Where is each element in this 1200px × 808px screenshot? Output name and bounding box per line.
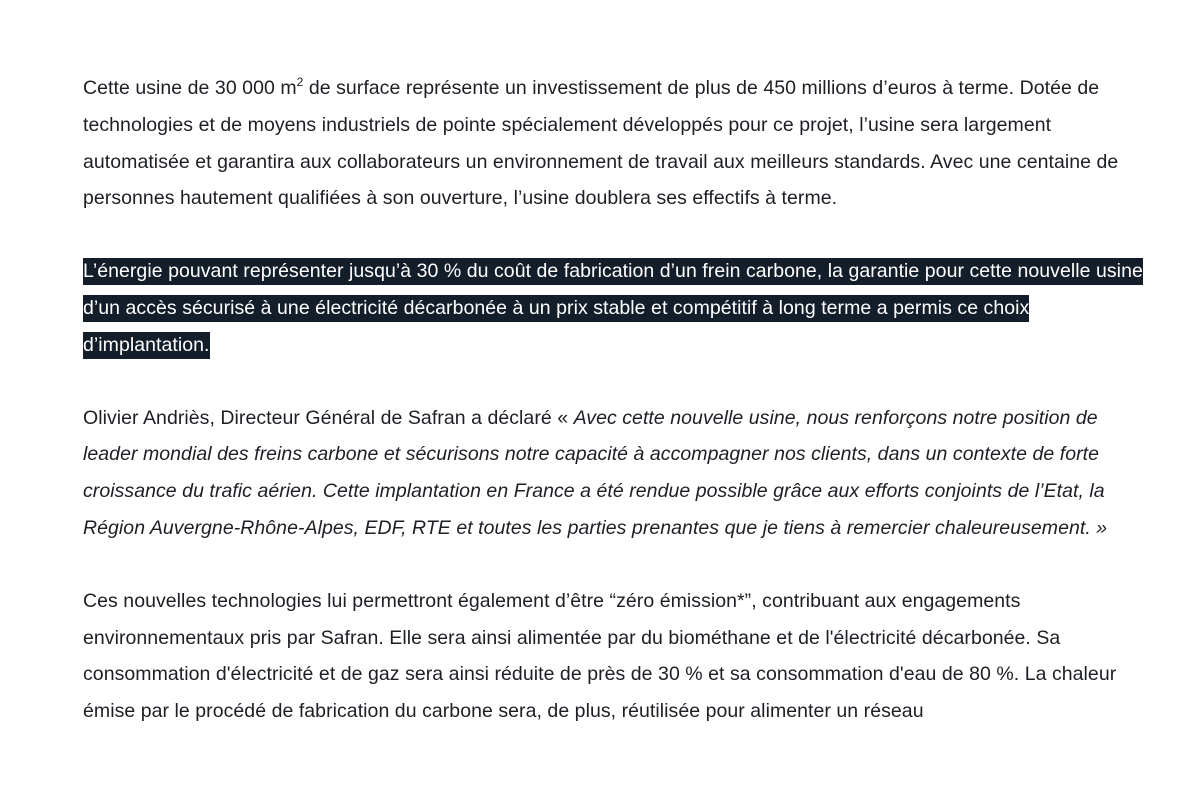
paragraph-text-start: Cette usine de 30 000 m (83, 77, 297, 99)
ceo-quote-text: Avec cette nouvelle usine, nous renforçons notre position de leader mondial des freins carbone et sécurisons notre capacité à accompagner nos clients, dans un contexte de forte croissance du trafic aérien. Cette implantation en France a été rendue possible grâce aux efforts conjoints de l’Etat, la Région Auvergne-Rhône-Alpes, EDF, RTE et toutes les parties prenantes que je tiens à remercier chaleureusement. » (83, 406, 1108, 539)
paragraph-ceo-quote (83, 400, 1153, 547)
article-body (83, 70, 1153, 730)
paragraph-zero-emission (83, 583, 1153, 730)
paragraph-energy-selected[interactable] (83, 253, 1153, 363)
paragraph-factory-investment (83, 70, 1153, 217)
superscript-squared: 2 (296, 75, 304, 89)
selected-text-highlight[interactable]: L’énergie pouvant représenter jusqu’à 30 % du coût de fabrication d’un frein carbone, la garantie pour cette nouvelle usine d’un accès sécurisé à une électricité décarbonée à un prix stable et compétitif à long terme a permis ce choix d’implantation. (83, 258, 1143, 359)
quote-attribution: Olivier Andriès, Directeur Général de Safran a déclaré « (83, 406, 574, 429)
paragraph-text-end: de surface représente un investissement de plus de 450 millions d’euros à terme. Dotée de technologies et de moyens industriels de pointe spécialement développés pour ce projet, l’usine sera largement automatisée et garantira aux collaborateurs un environnement de travail aux meilleurs standards. Avec une centaine de personnes hautement qualifiées à son ouverture, l’usine doublera ses effectifs à terme. (83, 77, 1119, 210)
zero-emission-text: Ces nouvelles technologies lui permettront également d’être “zéro émission*”, contribuant aux engagements environnementaux pris par Safran. Elle sera ainsi alimentée par du biométhane et de l'électricité décarbonée. Sa consommation d'électricité et de gaz sera ainsi réduite de près de 30 % et sa consommation d'eau de 80 %. La chaleur émise par le procédé de fabrication du carbone sera, de plus, réutilisée pour alimenter un réseau (83, 589, 1117, 723)
